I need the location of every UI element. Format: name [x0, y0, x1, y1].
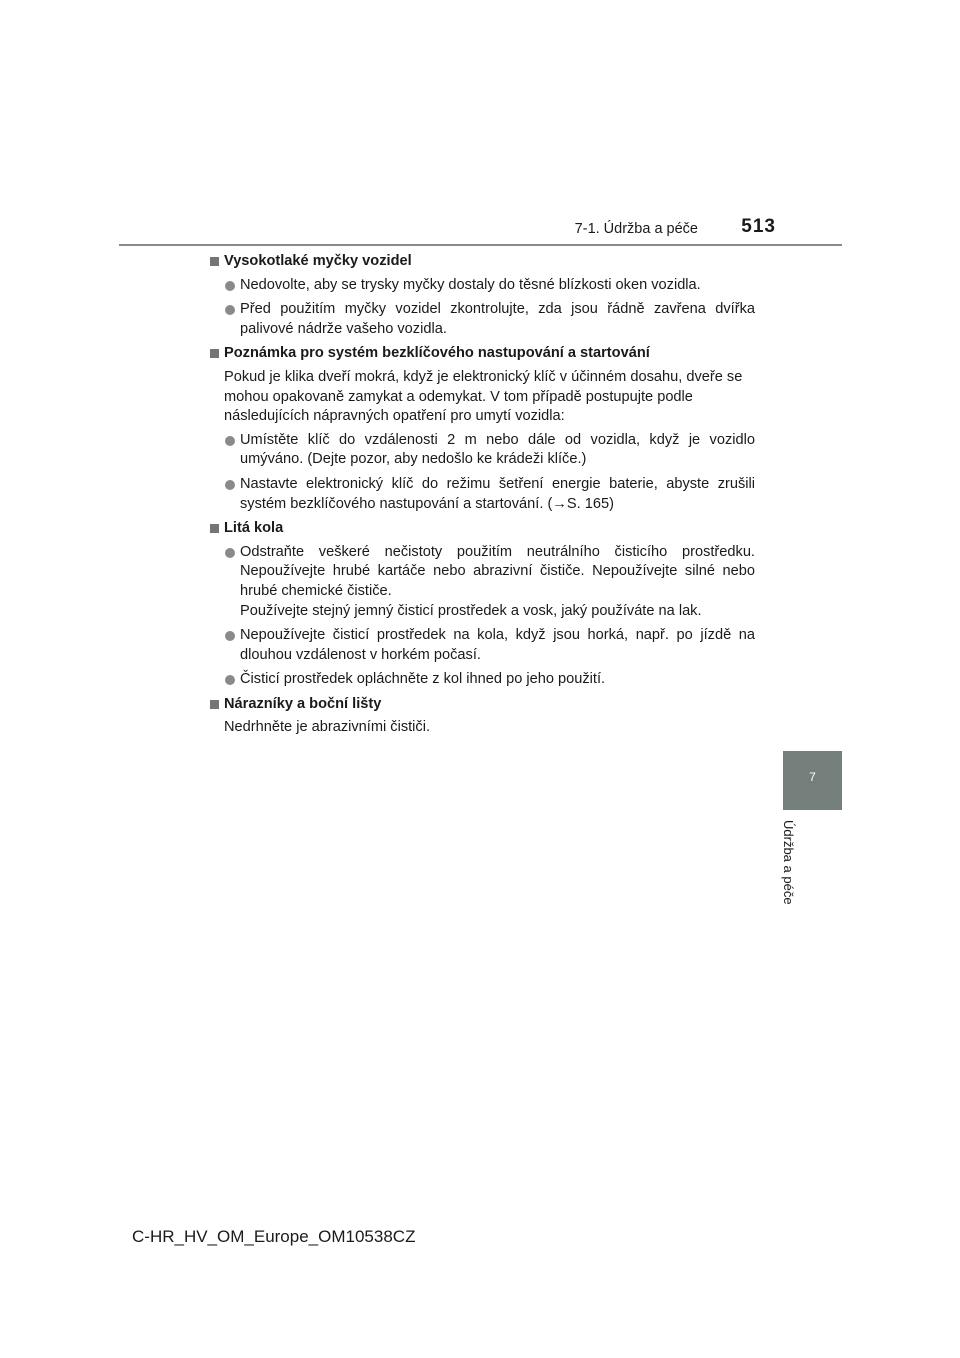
section-title: Vysokotlaké myčky vozidel — [224, 253, 412, 269]
page-content — [210, 252, 755, 742]
section-title: Litá kola — [224, 520, 284, 537]
list-item-text: Nastavte elektronický klíč do režimu šetření energie baterie, abyste zrušili systém bezklíčového nastupování a startování. (→S. 165) — [240, 475, 755, 512]
list-item-text: Čisticí prostředek opláchněte z kol ihned po jeho použití. — [240, 671, 606, 688]
list-item — [210, 543, 755, 621]
round-bullet-icon — [225, 675, 235, 685]
square-bullet-icon — [210, 524, 219, 533]
chapter-tab — [783, 751, 842, 810]
section-heading — [210, 252, 755, 272]
square-bullet-icon — [210, 700, 219, 709]
page-number: 513 — [741, 216, 776, 237]
round-bullet-icon — [225, 305, 235, 315]
section-intro: Pokud je klika dveří mokrá, když je elektronický klíč v účinném dosahu, dveře se mohou opakovaně zamykat a odemykat. V tom případě postupujte podle následujících nápravných opatření pro umytí vozidla: — [224, 368, 743, 425]
list-item-text: Odstraňte veškeré nečistoty použitím neutrálního čisticího prostředku. Nepoužívejte hrubé kartáče nebo abrazivní čističe. Nepoužívejte silné nebo hrubé chemické čističe. — [240, 543, 755, 599]
list-item — [210, 431, 755, 470]
chapter-number: 7 — [809, 770, 816, 784]
list-item — [210, 475, 755, 514]
list-item-text: Umístěte klíč do vzdálenosti 2 m nebo dále od vozidla, když je vozidlo umýváno. (Dejte pozor, aby nedošlo ke krádeži klíče.) — [240, 431, 755, 468]
list-item-text: Nedovolte, aby se trysky myčky dostaly do těsné blízkosti oken vozidla. — [240, 276, 701, 293]
section-heading — [210, 344, 755, 364]
round-bullet-icon — [225, 631, 235, 641]
header-section-title: 7-1. Údržba a péče — [574, 221, 698, 237]
chapter-title-text: Údržba a péče — [781, 820, 796, 905]
header-divider — [119, 244, 842, 246]
square-bullet-icon — [210, 349, 219, 358]
list-item — [210, 626, 755, 665]
round-bullet-icon — [225, 548, 235, 558]
section-heading — [210, 519, 755, 539]
section-intro: Nedrhněte je abrazivními čističi. — [224, 719, 431, 736]
list-item-text: Před použitím myčky vozidel zkontrolujte, zda jsou řádně zavřena dvířka palivové nádrže vašeho vozidla. — [240, 301, 755, 337]
round-bullet-icon — [225, 281, 235, 291]
list-item-extra-text: Používejte stejný jemný čisticí prostředek a vosk, jaký používáte na lak. — [240, 602, 702, 619]
list-item — [210, 300, 755, 339]
list-item-text: Nepoužívejte čisticí prostředek na kola, když jsou horká, např. po jízdě na dlouhou vzdálenost v horkém počasí. — [240, 627, 755, 663]
section-title: Poznámka pro systém bezklíčového nastupování a startování — [224, 345, 650, 362]
round-bullet-icon — [225, 436, 235, 446]
list-item — [210, 276, 755, 296]
list-item — [210, 670, 755, 690]
section-title: Nárazníky a boční lišty — [224, 695, 382, 712]
document-id: C-HR_HV_OM_Europe_OM10538CZ — [132, 1227, 416, 1246]
square-bullet-icon — [210, 257, 219, 266]
round-bullet-icon — [225, 480, 235, 490]
chapter-side-title — [773, 820, 813, 920]
section-heading — [210, 695, 755, 715]
